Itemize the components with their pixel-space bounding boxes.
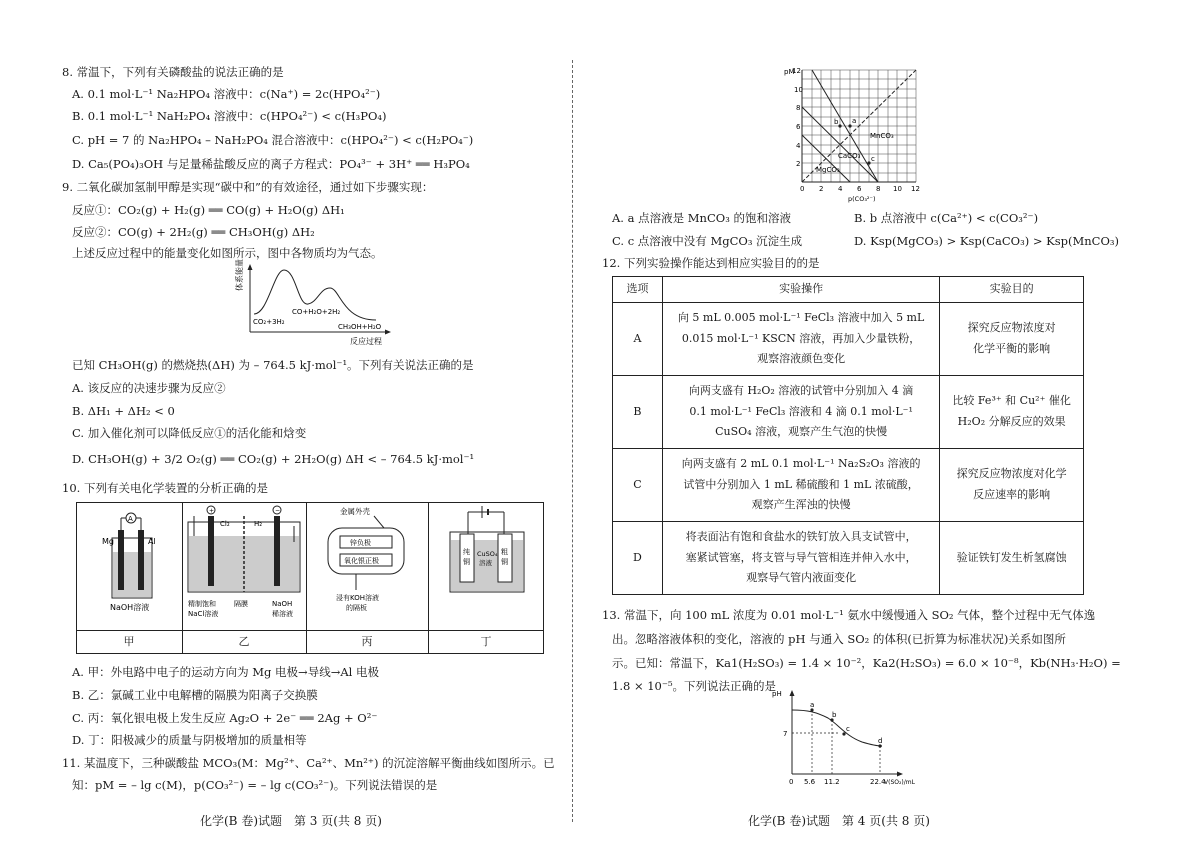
svg-text:−: − <box>275 507 281 515</box>
q13-graph-ylabel: pH <box>772 690 782 698</box>
q11-option-c: C. c 点溶液中没有 MgCO₃ 沉淀生成 <box>612 234 803 248</box>
cuso4-label: CuSO₄ 溶液 <box>477 550 498 567</box>
row-d-purpose: 验证铁钉发生析氢腐蚀 <box>940 522 1084 595</box>
footer-right: 化学(B 卷)试题 第 4 页(共 8 页) <box>748 814 930 828</box>
q11-solubility-chart <box>772 62 932 204</box>
crude-copper-label: 粗铜 <box>501 548 508 566</box>
q13-point-a-label: a <box>810 701 815 709</box>
x-tick-2: 2 <box>819 185 824 193</box>
q12-stem: 12. 下列实验操作能达到相应实验目的的是 <box>602 256 820 270</box>
q10-option-b: B. 乙：氯碱工业中电解槽的隔膜为阳离子交换膜 <box>72 688 318 702</box>
q13-line4: 1.8 × 10⁻⁵。下列说法正确的是 <box>612 679 777 693</box>
row-a-option: A <box>613 303 663 376</box>
q13-graph-xlabel: V(SO₂)/mL <box>884 779 915 786</box>
q9-option-d: D. CH₃OH(g) + 3/2 O₂(g) ══ CO₂(g) + 2H₂O(g) ΔH < – 764.5 kJ·mol⁻¹ <box>72 452 475 466</box>
row-b-option: B <box>613 376 663 449</box>
q13-line3: 示。已知：常温下，Ka1(H₂SO₃) = 1.4 × 10⁻²，Ka2(H₂SO₃) = 6.0 × 10⁻⁸，Kb(NH₃·H₂O) = <box>612 656 1121 670</box>
caco3-label: CaCO₃ <box>838 152 861 160</box>
q8-option-c: C. pH = 7 的 Na₂HPO₄ – NaH₂PO₄ 混合溶液中：c(HPO₄²⁻) < c(H₂PO₄⁻) <box>72 133 474 147</box>
apparatus-bing <box>306 502 428 630</box>
metal-shell-label: 金属外壳 <box>340 507 370 516</box>
q11-stem-line2: 知：pM = – lg c(M)，p(CO₃²⁻) = – lg c(CO₃²⁻)。下列说法错误的是 <box>72 778 438 792</box>
q10-option-a: A. 甲：外电路中电子的运动方向为 Mg 电极→导线→Al 电极 <box>72 665 379 679</box>
q13-line2: 出。忽略溶液体积的变化，溶液的 pH 与通入 SO₂ 的体积(已折算为标准状况)关系如图所 <box>612 632 1066 646</box>
q9-option-c: C. 加入催化剂可以降低反应①的活化能和焓变 <box>72 426 307 440</box>
footer-left: 化学(B 卷)试题 第 3 页(共 8 页) <box>200 814 382 828</box>
q9-option-a: A. 该反应的决速步骤为反应② <box>72 381 226 395</box>
q9-reaction-1: 反应①：CO₂(g) + H₂(g) ══ CO(g) + H₂O(g) ΔH₁ <box>72 203 345 217</box>
q9-graph-label-products: CH₃OH+H₂O <box>338 323 382 331</box>
row-c-purpose: 探究反应物浓度对化学 反应速率的影响 <box>940 449 1084 522</box>
al-electrode-label: Al <box>148 537 156 546</box>
q13-point-d-label: d <box>878 737 883 745</box>
table-header-row <box>613 277 1084 303</box>
y-tick-4: 4 <box>796 142 801 150</box>
ammeter-label: A <box>128 515 133 523</box>
q13-x-tick-22-4: 22.4 <box>870 778 886 786</box>
y-tick-6: 6 <box>796 123 801 131</box>
q11-option-a: A. a 点溶液是 MnCO₃ 的饱和溶液 <box>612 211 791 225</box>
header-operation: 实验操作 <box>662 277 939 303</box>
q9-graph-xlabel: 反应过程 <box>350 337 382 346</box>
q8-stem: 8. 常温下，下列有关磷酸盐的说法正确的是 <box>62 65 284 79</box>
separator-label: 浸有KOH溶液的隔板 <box>336 594 379 612</box>
q13-line1: 13. 常温下，向 100 mL 浓度为 0.01 mol·L⁻¹ 氨水中缓慢通入 SO₂ 气体，整个过程中无气体逸 <box>602 608 1096 622</box>
row-a-operation: 向 5 mL 0.005 mol·L⁻¹ FeCl₃ 溶液中加入 5 mL 0.015 mol·L⁻¹ KSCN 溶液，再加入少量铁粉， 观察溶液颜色变化 <box>662 303 939 376</box>
q8-option-b: B. 0.1 mol·L⁻¹ NaH₂PO₄ 溶液中：c(HPO₄²⁻) < c(H₃PO₄) <box>72 109 387 123</box>
zinc-anode-label: 锌负极 <box>350 539 371 547</box>
q11-graph-xlabel: p(CO₃²⁻) <box>848 195 876 203</box>
q9-graph-label-intermediate: CO+H₂O+2H₂ <box>292 308 341 316</box>
apparatus-jia <box>76 502 182 630</box>
q9-known: 已知 CH₃OH(g) 的燃烧热(ΔH) 为 – 764.5 kJ·mol⁻¹。下列有关说法正确的是 <box>72 358 474 372</box>
table-row <box>613 376 1084 449</box>
cl2-label: Cl₂ <box>220 520 230 528</box>
apparatus-name-bing: 丙 <box>361 635 373 648</box>
q9-description: 上述反应过程中的能量变化如图所示，图中各物质均为气态。 <box>72 246 383 260</box>
naoh-dilute-label: NaOH 稀溶液 <box>272 600 293 618</box>
ph-curve <box>792 710 882 746</box>
header-option: 选项 <box>613 277 663 303</box>
q9-option-b: B. ΔH₁ + ΔH₂ < 0 <box>72 404 175 418</box>
x-tick-8: 8 <box>876 185 881 193</box>
x-tick-0: 0 <box>800 185 805 193</box>
page-divider <box>572 60 573 822</box>
apparatus-name-yi: 乙 <box>238 635 250 648</box>
silver-oxide-cathode-label: 氧化银正极 <box>344 557 379 565</box>
y-tick-2: 2 <box>796 160 801 168</box>
q13-x-tick-11-2: 11.2 <box>824 778 840 786</box>
q13-point-b-label: b <box>832 711 837 719</box>
q11-option-b: B. b 点溶液中 c(Ca²⁺) < c(CO₃²⁻) <box>854 211 1039 225</box>
x-tick-10: 10 <box>893 185 902 193</box>
x-tick-12: 12 <box>911 185 920 193</box>
q9-stem: 9. 二氧化碳加氢制甲醇是实现“碳中和”的有效途径，通过如下步骤实现： <box>62 180 434 194</box>
y-tick-12: 12 <box>792 67 801 75</box>
header-purpose: 实验目的 <box>940 277 1084 303</box>
svg-text:+: + <box>209 507 215 515</box>
apparatus-ding <box>428 502 544 630</box>
q13-x-tick-0: 0 <box>789 778 794 786</box>
y-tick-10: 10 <box>794 86 803 94</box>
q11-stem-line1: 11. 某温度下，三种碳酸盐 MCO₃(M：Mg²⁺、Ca²⁺、Mn²⁺) 的沉淀溶解平衡曲线如图所示。已 <box>62 756 555 770</box>
naoh-solution-label: NaOH溶液 <box>110 603 150 612</box>
row-d-option: D <box>613 522 663 595</box>
x-tick-6: 6 <box>857 185 862 193</box>
row-a-purpose: 探究反应物浓度对 化学平衡的影响 <box>940 303 1084 376</box>
mg-electrode-label: Mg <box>102 537 114 546</box>
q10-figure-divider <box>76 630 544 631</box>
q9-graph-label-reactants: CO₂+3H₂ <box>253 318 285 326</box>
y-tick-8: 8 <box>796 104 801 112</box>
table-row <box>613 303 1084 376</box>
q8-option-d: D. Ca₅(PO₄)₃OH 与足量稀盐酸反应的离子方程式：PO₄³⁻ + 3H⁺ ══ H₃PO₄ <box>72 157 470 171</box>
row-c-option: C <box>613 449 663 522</box>
row-b-operation: 向两支盛有 H₂O₂ 溶液的试管中分别加入 4 滴 0.1 mol·L⁻¹ FeCl₃ 溶液和 4 滴 0.1 mol·L⁻¹ CuSO₄ 溶液，观察产生气泡的快慢 <box>662 376 939 449</box>
h2-label: H₂ <box>254 520 263 528</box>
mgco3-label: MgCO₃ <box>816 166 840 174</box>
q9-reaction-2: 反应②：CO(g) + 2H₂(g) ══ CH₃OH(g) ΔH₂ <box>72 225 315 239</box>
q10-stem: 10. 下列有关电化学装置的分析正确的是 <box>62 481 268 495</box>
table-row <box>613 522 1084 595</box>
row-b-purpose: 比较 Fe³⁺ 和 Cu²⁺ 催化 H₂O₂ 分解反应的效果 <box>940 376 1084 449</box>
point-b-label: b <box>834 118 839 126</box>
row-d-operation: 将表面沾有饱和食盐水的铁钉放入具支试管中， 塞紧试管塞，将支管与导气管相连并伸入水中， 观察导气管内液面变化 <box>662 522 939 595</box>
point-b <box>838 124 841 127</box>
q13-point-c-label: c <box>846 725 850 733</box>
q12-experiment-table <box>612 276 1084 595</box>
apparatus-name-jia: 甲 <box>123 635 135 648</box>
brine-label: 精制饱和 NaCl溶液 <box>188 600 219 618</box>
q10-option-d: D. 丁：阳极减少的质量与阴极增加的质量相等 <box>72 733 307 747</box>
q13-y-tick-7: 7 <box>783 730 788 738</box>
x-tick-4: 4 <box>838 185 843 193</box>
q13-ph-chart <box>772 688 915 788</box>
point-a-label: a <box>852 117 857 125</box>
row-c-operation: 向两支盛有 2 mL 0.1 mol·L⁻¹ Na₂S₂O₃ 溶液的 试管中分别加入 1 mL 稀硫酸和 1 mL 浓硫酸， 观察产生浑浊的快慢 <box>662 449 939 522</box>
q11-graph-ylabel: pM <box>784 68 795 76</box>
q10-option-c: C. 丙：氧化银电极上发生反应 Ag₂O + 2e⁻ ══ 2Ag + O²⁻ <box>72 711 378 725</box>
q8-option-a: A. 0.1 mol·L⁻¹ Na₂HPO₄ 溶液中：c(Na⁺) = 2c(HPO₄²⁻) <box>72 87 381 101</box>
q11-option-d: D. Ksp(MgCO₃) > Ksp(CaCO₃) > Ksp(MnCO₃) <box>854 234 1119 248</box>
q9-graph-ylabel: 体系能量 <box>235 259 244 291</box>
point-c-label: c <box>871 155 875 163</box>
q13-x-tick-5-6: 5.6 <box>804 778 816 786</box>
apparatus-name-ding: 丁 <box>480 635 492 648</box>
apparatus-yi <box>182 502 306 630</box>
pure-copper-label: 纯铜 <box>463 548 470 566</box>
q9-energy-diagram <box>235 259 396 347</box>
mnco3-label: MnCO₃ <box>870 132 894 140</box>
table-row <box>613 449 1084 522</box>
membrane-label: 隔膜 <box>234 600 248 608</box>
